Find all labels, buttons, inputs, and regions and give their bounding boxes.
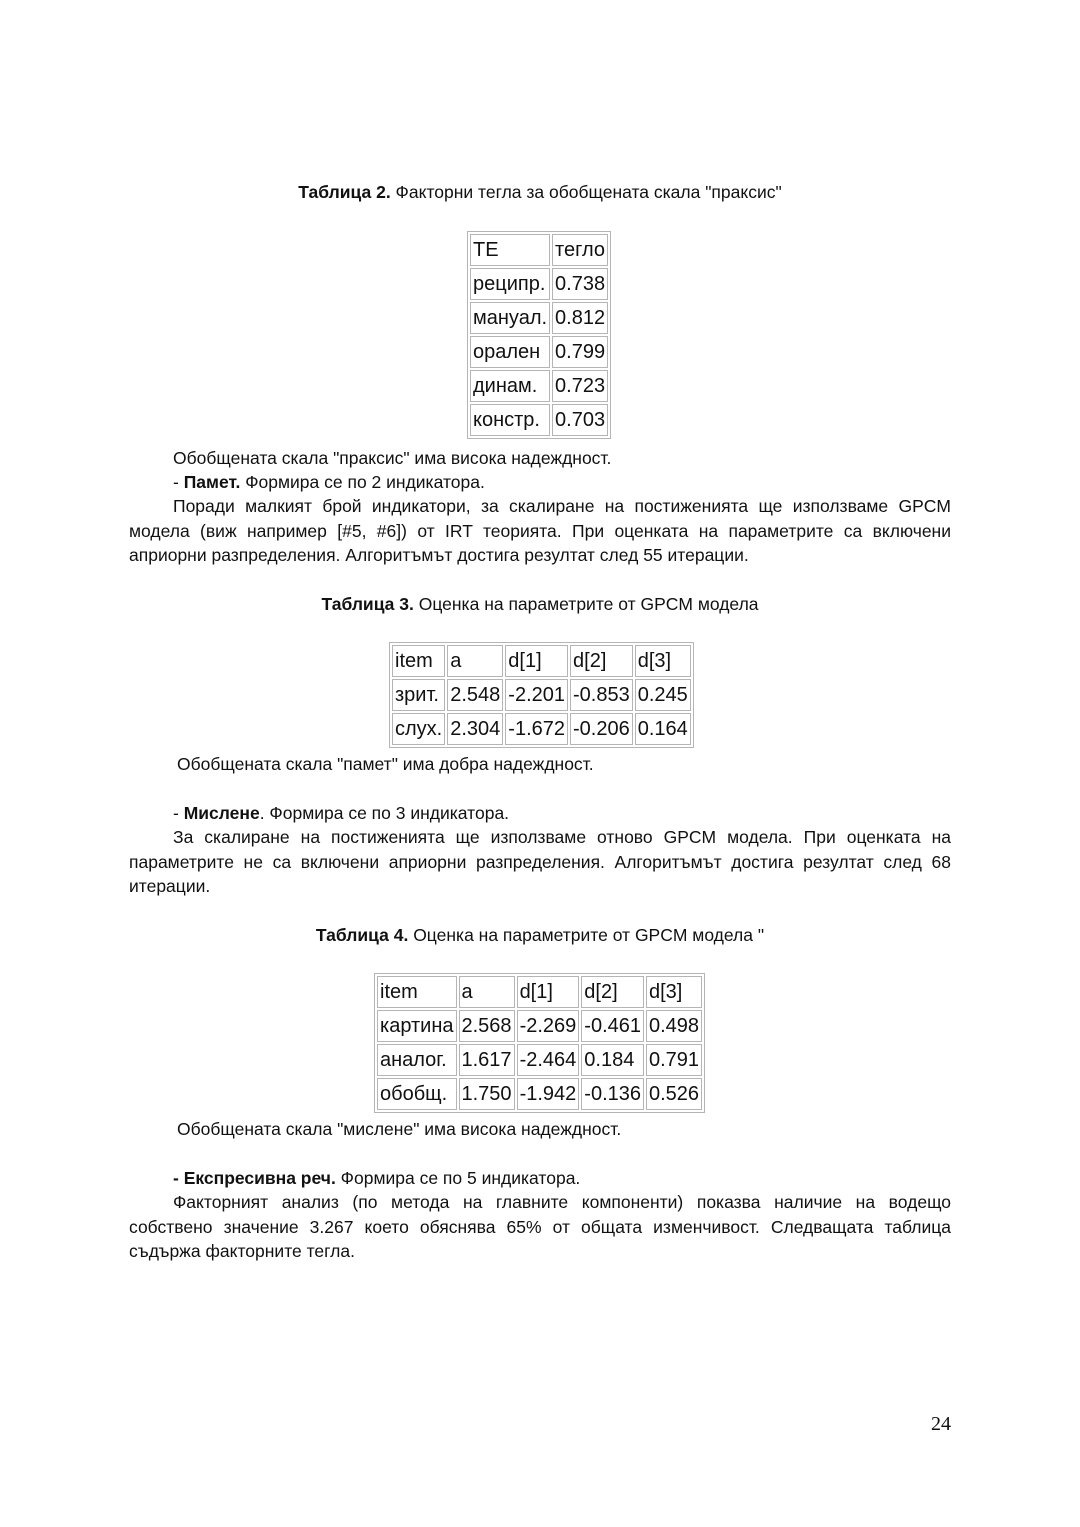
paragraph-speech-heading: - Експресивна реч. Формира се по 5 индикатора.	[173, 1168, 581, 1188]
table-cell: 0.164	[635, 713, 691, 745]
table-cell: реципр.	[470, 268, 550, 300]
paragraph-thinking-method: За скалиране на постиженията ще използваме отново GPCM модела. При оценката на параметрите не са включени априорни разпределения. Алгоритъмът достига резултат след 68 итерации.	[129, 827, 951, 896]
table3-caption: Таблица 3. Оценка на параметрите от GPCM модела	[321, 594, 759, 614]
table-header-cell: ТЕ	[470, 234, 550, 266]
table-row	[377, 1044, 702, 1076]
table-cell: слух.	[392, 713, 445, 745]
table-row	[470, 302, 608, 334]
table-header-row	[377, 976, 702, 1008]
table-cell: 0.812	[552, 302, 608, 334]
table-cell: -0.853	[570, 679, 633, 711]
paragraph-memory-reliability: Обобщената скала "памет" има добра надеждност.	[177, 754, 594, 774]
table-cell: зрит.	[392, 679, 445, 711]
table-row	[377, 1010, 702, 1042]
table-cell: орален	[470, 336, 550, 368]
table-cell: 0.703	[552, 404, 608, 436]
table2-caption: Таблица 2. Факторни тегла за обобщената скала "праксис"	[298, 182, 782, 202]
table-cell: картина	[377, 1010, 457, 1042]
table-header-cell: item	[392, 645, 445, 677]
table-cell: -2.464	[517, 1044, 580, 1076]
table-cell: -0.461	[581, 1010, 644, 1042]
table-header-row	[392, 645, 691, 677]
table-cell: 2.568	[459, 1010, 515, 1042]
table-cell: 0.245	[635, 679, 691, 711]
table-cell: -1.672	[505, 713, 568, 745]
paragraph-speech-factor-analysis: Факторният анализ (по метода на главните компоненти) показва наличие на водещо собствено значение 3.267 което обяснява 65% от общата изменчивост. Следващата таблица съдържа факторните тегла.	[129, 1192, 951, 1261]
table-cell: -0.206	[570, 713, 633, 745]
table-cell: 0.526	[646, 1078, 702, 1110]
table-header-cell: d[1]	[517, 976, 580, 1008]
table-row	[470, 370, 608, 402]
table-header-cell: a	[459, 976, 515, 1008]
table-cell: -1.942	[517, 1078, 580, 1110]
paragraph-praxis-reliability: Обобщената скала "праксис" има висока надеждност.	[173, 448, 612, 468]
paragraph-memory-heading: - Памет. Формира се по 2 индикатора.	[173, 472, 485, 492]
table-row	[392, 679, 691, 711]
table-cell: -2.201	[505, 679, 568, 711]
table-header-row	[470, 234, 608, 266]
table-cell: 2.304	[447, 713, 503, 745]
table-row	[470, 404, 608, 436]
table2	[467, 231, 611, 439]
paragraph-thinking-reliability: Обобщената скала "мислене" има висока надеждност.	[177, 1119, 622, 1139]
table-cell: мануал.	[470, 302, 550, 334]
table4	[374, 973, 705, 1113]
table-cell: -2.269	[517, 1010, 580, 1042]
table-cell: 0.723	[552, 370, 608, 402]
table-cell: 0.799	[552, 336, 608, 368]
table-cell: констр.	[470, 404, 550, 436]
table-cell: -0.136	[581, 1078, 644, 1110]
table-header-cell: d[1]	[505, 645, 568, 677]
table-cell: динам.	[470, 370, 550, 402]
table-cell: 1.617	[459, 1044, 515, 1076]
paragraph-memory-method: Поради малкият брой индикатори, за скалиране на постиженията ще използваме GPCM модела (виж например [#5, #6]) от IRT теорията. При оценката на параметрите са включени априорни разпределения. Алгоритъмът достига резултат след 55 итерации.	[129, 496, 951, 565]
table-header-cell: d[2]	[570, 645, 633, 677]
table3	[389, 642, 694, 748]
table4-caption: Таблица 4. Оценка на параметрите от GPCM модела "	[315, 925, 765, 945]
table-header-cell: d[3]	[646, 976, 702, 1008]
table-row	[470, 336, 608, 368]
table-cell: 0.184	[581, 1044, 644, 1076]
table-row	[392, 713, 691, 745]
table-cell: аналог.	[377, 1044, 457, 1076]
table-cell: 0.738	[552, 268, 608, 300]
table-row	[377, 1078, 702, 1110]
table-header-cell: тегло	[552, 234, 608, 266]
table-cell: обобщ.	[377, 1078, 457, 1110]
table-cell: 2.548	[447, 679, 503, 711]
table-row	[470, 268, 608, 300]
table-header-cell: d[3]	[635, 645, 691, 677]
table-cell: 0.791	[646, 1044, 702, 1076]
page-number: 24	[931, 1413, 951, 1435]
table-cell: 0.498	[646, 1010, 702, 1042]
table-header-cell: item	[377, 976, 457, 1008]
table-cell: 1.750	[459, 1078, 515, 1110]
table-header-cell: a	[447, 645, 503, 677]
paragraph-thinking-heading: - Мислене. Формира се по 3 индикатора.	[173, 803, 510, 823]
table-header-cell: d[2]	[581, 976, 644, 1008]
